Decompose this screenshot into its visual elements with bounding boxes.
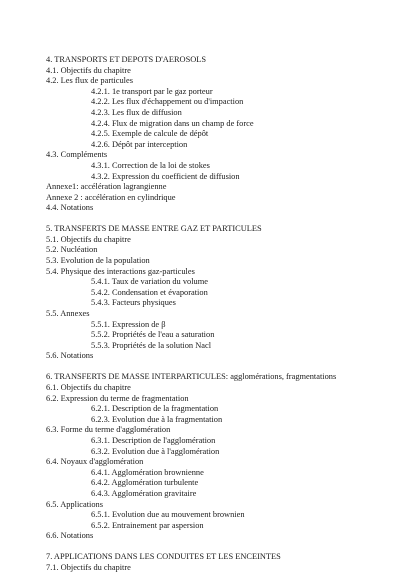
section-gap	[46, 542, 386, 552]
toc-subsubsection: 6.4.1. Agglomération brownienne	[91, 467, 204, 477]
toc-subsection: 5.1. Objectifs du chapitre	[46, 234, 131, 244]
toc-subsection: 4.1. Objectifs du chapitre	[46, 65, 131, 75]
toc-subsubsection: 6.5.2. Entrainement par aspersion	[91, 520, 204, 530]
toc-subsubsection: 6.2.3. Evolution due à la fragmentation	[91, 414, 223, 424]
toc-subsection: 4.2. Les flux de particules	[46, 76, 133, 86]
section-heading: 5. TRANSFERTS DE MASSE ENTRE GAZ ET PARTICULES	[46, 224, 262, 234]
toc-subsection: 6.6. Notations	[46, 531, 94, 541]
toc-subsubsection: 5.4.2. Condensation et évaporation	[91, 287, 208, 297]
toc-subsubsection: 6.4.3. Agglomération gravitaire	[91, 488, 197, 498]
toc-subsection: 7.1. Objectifs du chapitre	[46, 562, 131, 572]
toc-subsubsection: 6.3.2. Evolution due à l'agglomération	[91, 446, 220, 456]
toc-subsubsection: 4.2.4. Flux de migration dans un champ de force	[91, 118, 254, 128]
toc-subsection: 6.5. Applications	[46, 499, 103, 509]
section-heading: 4. TRANSPORTS ET DEPOTS D'AEROSOLS	[46, 55, 207, 64]
toc-subsubsection: 5.4.3. Facteurs physiques	[91, 298, 176, 308]
toc-subsubsection: 4.2.5. Exemple de calcule de dépôt	[91, 129, 209, 139]
toc-subsubsection: 5.5.3. Propriétés de la solution Nacl	[91, 340, 212, 350]
toc-subsubsection: 6.5.1. Evolution due au mouvement brownien	[91, 510, 245, 520]
toc-subsubsection: 6.4.2. Agglomération turbulente	[91, 478, 199, 488]
toc-subsubsection: 6.3.1. Description de l'agglomération	[91, 435, 216, 445]
toc-subsection: 6.1. Objectifs du chapitre	[46, 383, 131, 392]
section-heading: 7. APPLICATIONS DANS LES CONDUITES ET LES ENCEINTES	[46, 552, 281, 562]
toc-subsubsection: 4.2.1. 1e transport par le gaz porteur	[91, 86, 213, 96]
toc-subsection: Annexe1: accélération lagrangienne	[46, 182, 167, 192]
toc-subsection: 5.2. Nucléation	[46, 245, 98, 255]
toc-subsubsection: 4.2.2. Les flux d'échappement ou d'impaction	[91, 97, 244, 107]
toc-subsection: 5.3. Evolution de la population	[46, 256, 150, 266]
section-gap	[46, 362, 386, 372]
toc-subsubsection: 4.3.2. Expression du coefficient de diffusion	[91, 171, 240, 181]
toc-subsection: 6.2. Expression du terme de fragmentation	[46, 393, 189, 403]
toc-subsubsection: 6.2.1. Description de la fragmentation	[91, 404, 219, 414]
toc-subsection: 5.4. Physique des interactions gaz-particules	[46, 266, 195, 276]
toc-subsection: Annexe 2 : accélération en cylindrique	[46, 192, 176, 202]
toc-subsubsection: 4.3.1. Correction de la loi de stokes	[91, 160, 210, 170]
toc-subsection: 4.3. Compléments	[46, 150, 108, 160]
section-gap	[46, 214, 386, 224]
toc-subsection: 6.3. Forme du terme d'agglomération	[46, 425, 171, 435]
toc-subsubsection: 5.4.1. Taux de variation du volume	[91, 277, 208, 287]
toc-subsubsection: 4.2.3. Les flux de diffusion	[91, 107, 182, 117]
toc-subsection: 4.4. Notations	[46, 203, 94, 213]
toc-subsection: 6.4. Noyaux d'agglomération	[46, 457, 144, 467]
toc-subsubsection: 5.5.1. Expression de β	[91, 319, 166, 329]
toc-subsubsection: 4.2.6. Dépôt par interception	[91, 139, 188, 149]
table-of-contents	[46, 55, 386, 573]
section-heading: 6. TRANSFERTS DE MASSE INTERPARTICULES: agglomérations, fragmentations	[46, 372, 337, 382]
toc-subsection: 5.6. Notations	[46, 351, 94, 361]
toc-subsubsection: 5.5.2. Propriétés de l'eau a saturation	[91, 330, 215, 340]
toc-subsection: 5.5. Annexes	[46, 309, 90, 319]
